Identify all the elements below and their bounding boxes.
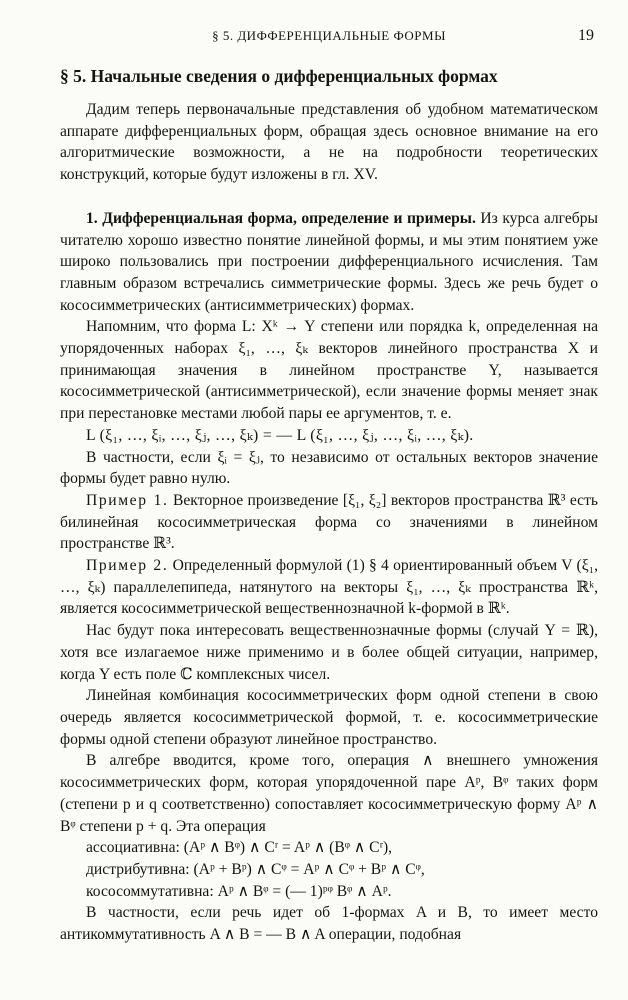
wedge-paragraph: В алгебре вводится, кроме того, операция ∧ внешнего умножения кососимметрических форм, которая упорядоченной паре Aᵖ, Bᵠ таких форм (степени p и q соответственно) сопоставляет кососимметрическую форму Aᵖ ∧ Bᵠ степени p + q. Эта операция bbox=[60, 752, 598, 835]
page-number: 19 bbox=[578, 27, 594, 44]
running-head-title: § 5. ДИФФЕРЕНЦИАЛЬНЫЕ ФОРМЫ bbox=[212, 28, 446, 43]
wedge-properties bbox=[60, 837, 598, 902]
definition-paragraph: Напомним, что форма L: Xᵏ → Y степени или порядка k, определенная на упорядоченных наборах ξ₁, …, ξₖ векторов линейного пространства X и принимающая значения в линейном пространстве Y, называется кососимметрической (антисимметрической), если значение формы меняет знак при перестановке местами любой пары ее аргументов, т. е. bbox=[60, 318, 598, 423]
linear-combination-paragraph: Линейная комбинация кососимметрических форм одной степени в свою очередь является кососимметрической формой, т. е. кососимметрические формы одной степени образуют линейное пространство. bbox=[60, 687, 598, 748]
last-paragraph: В частности, если речь идет об 1-формах A и B, то имеет место антикоммутативность A ∧ B = — B ∧ A операции, подобная bbox=[60, 904, 598, 944]
property-skew-commutative: кососоммутативна: Aᵖ ∧ Bᵠ = (— 1)ᵖᵠ Bᵠ ∧ Aᵖ. bbox=[86, 882, 392, 900]
subsection-title: 1. Дифференциальная форма, определение и примеры. bbox=[86, 209, 476, 227]
after-formula-paragraph: В частности, если ξᵢ = ξⱼ, то независимо от остальных векторов значение формы будет равно нулю. bbox=[60, 448, 598, 488]
example-1-text: Векторное произведение [ξ₁, ξ₂] векторов пространства ℝ³ есть билинейная кососимметрическая форма со значениями в линейном пространстве ℝ³. bbox=[60, 491, 598, 553]
real-valued-paragraph: Нас будут пока интересовать вещественнозначные формы (случай Y = ℝ), хотя все излагаемое ниже применимо и в более общей ситуации, например, когда Y есть поле ℂ комплексных чисел. bbox=[60, 622, 598, 683]
subsection-paragraph bbox=[60, 208, 598, 317]
section-title: § 5. Начальные сведения о дифференциальных формах bbox=[60, 66, 498, 86]
example-2-text: Определенный формулой (1) § 4 ориентированный объем V (ξ₁, …, ξₖ) параллелепипеда, натянутого на векторы ξ₁, …, ξₖ пространства ℝᵏ, является кососимметрической вещественнозначной k-формой в ℝᵏ. bbox=[60, 557, 598, 618]
page-body bbox=[60, 99, 598, 946]
example-2 bbox=[60, 555, 598, 620]
antisymmetry-formula: L (ξ₁, …, ξᵢ, …, ξⱼ, …, ξₖ) = — L (ξ₁, …, ξⱼ, …, ξᵢ, …, ξₖ). bbox=[86, 426, 474, 444]
property-associative: ассоциативна: (Aᵖ ∧ Bᵠ) ∧ Cʳ = Aᵖ ∧ (Bᵠ ∧ Cʳ), bbox=[86, 839, 393, 857]
example-1-label: Пример 1. bbox=[86, 491, 169, 509]
example-2-label: Пример 2. bbox=[86, 557, 169, 575]
running-head bbox=[60, 28, 598, 48]
property-distributive: дистрибутивна: (Aᵖ + Bᵖ) ∧ Cᵠ = Aᵖ ∧ Cᵠ + Bᵖ ∧ Cᵠ, bbox=[86, 860, 425, 878]
intro-paragraph: Дадим теперь первоначальные представления об удобном математическом аппарате дифференциальных форм, обращая здесь основное внимание на его алгоритмические возможности, а не на подробности теоретических конструкций, которые будут изложены в гл. XV. bbox=[60, 101, 598, 184]
example-1 bbox=[60, 490, 598, 555]
subsection-text: Из курса алгебры читателю хорошо известно понятие линейной формы, и мы этим понятием уже широко пользовались при построении дифференциального исчисления. Там главным образом встречались симметрические формы. Здесь же речь будет о кососимметрических (антисимметрических) формах. bbox=[60, 209, 598, 314]
